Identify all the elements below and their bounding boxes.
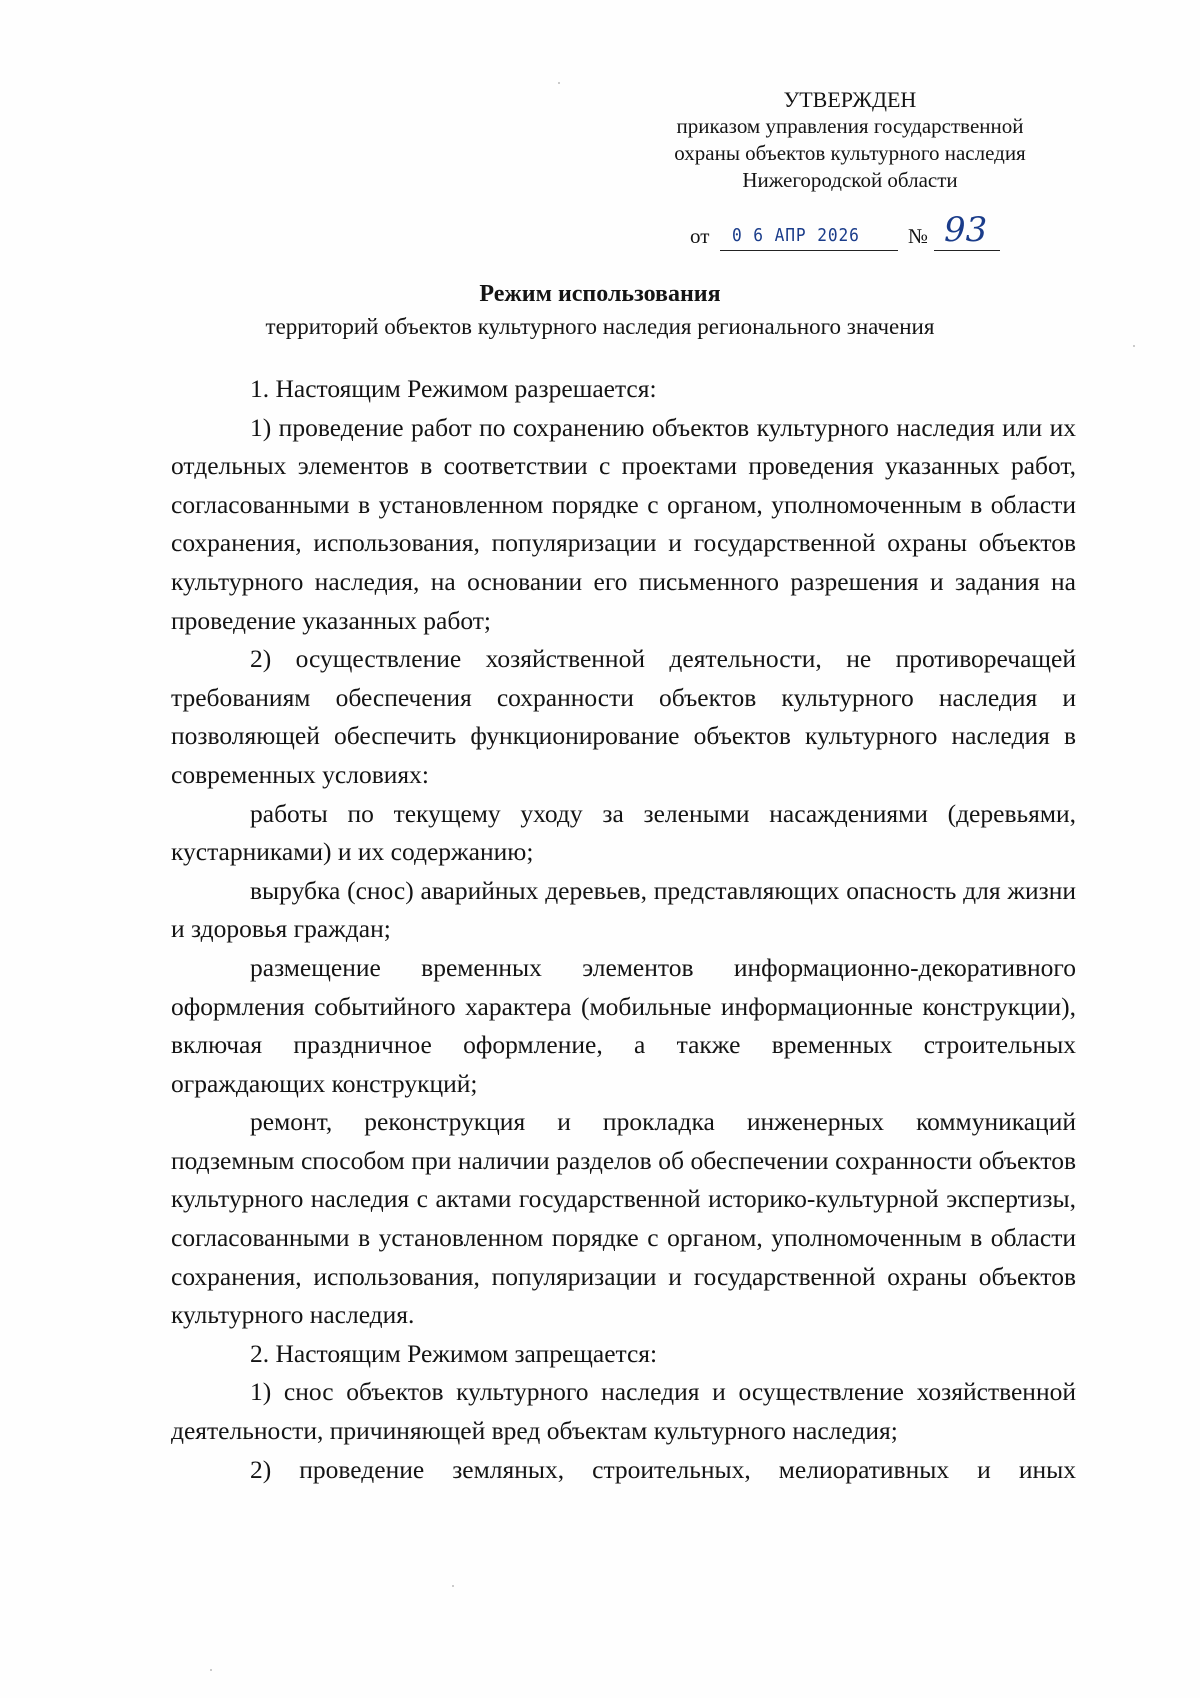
document-subtitle: территорий объектов культурного наследия регионального значения [265,314,935,339]
scan-speck [558,82,560,84]
approval-line-1: приказом управления государственной [676,114,1024,138]
scan-speck [1133,345,1135,347]
paragraph-subitem-utilities: ремонт, реконструкция и прокладка инженерных коммуникаций подземным способом при наличии разделов об обеспечении сохранности объектов культурного наследия с актами государственной историко-культурной экспертизы, согласованными в установленном порядке с органом, уполномоченным в области сохранения, использования, популяризации и государственной охраны объектов культурного наследия. [171,1107,1076,1330]
approval-date-number-line [690,210,1020,252]
approval-heading: УТВЕРЖДЕН [783,87,917,112]
document-title: Режим использования [479,281,721,307]
paragraph-section-2-heading: 2. Настоящим Режимом запрещается: [250,1338,658,1368]
document-body [171,370,1076,1489]
handwritten-number: 93 [944,210,988,250]
approval-line-3: Нижегородской области [742,168,958,192]
date-stamp-value: 0 6 АПР 2026 [732,225,860,246]
paragraph-item-1-2: 2) осуществление хозяйственной деятельности, не противоречащей требованиям обеспечения сохранности объектов культурного наследия и позволяющей обеспечить функционирование объектов культурного наследия в современных условиях: [171,644,1076,789]
paragraph-section-1-heading: 1. Настоящим Режимом разрешается: [250,374,657,403]
scan-speck [452,1585,454,1587]
number-sign: № [908,224,929,248]
paragraph-item-2-2: 2) проведение земляных, строительных, мелиоративных и иных [250,1454,1076,1484]
approval-line-2: охраны объектов культурного наследия [674,141,1026,165]
date-field [720,222,898,251]
scan-speck [210,1669,212,1671]
paragraph-subitem-tree-removal: вырубка (снос) аварийных деревьев, представляющих опасность для жизни и здоровья граждан; [171,875,1076,944]
number-field [934,210,1000,251]
paragraph-subitem-temporary-elements: размещение временных элементов информационно-декоративного оформления событийного характера (мобильные информационные конструкции), включая праздничное оформление, а также временных строительных ограждающих конструкций; [171,952,1076,1098]
paragraph-subitem-green-care: работы по текущему уходу за зелеными насаждениями (деревьями, кустарниками) и их содержанию; [171,798,1076,867]
paragraph-item-2-1: 1) снос объектов культурного наследия и осуществление хозяйственной деятельности, причиняющей вред объектам культурного наследия; [171,1377,1076,1446]
approval-block [600,86,1100,194]
paragraph-item-1-1: 1) проведение работ по сохранению объектов культурного наследия или их отдельных элементов в соответствии с проектами проведения указанных работ, согласованными в установленном порядке с органом, уполномоченным в области сохранения, использования, популяризации и государственной охраны объектов культурного наследия, на основании его письменного разрешения и задания на проведение указанных работ; [171,412,1076,635]
date-prefix: от [690,224,710,248]
